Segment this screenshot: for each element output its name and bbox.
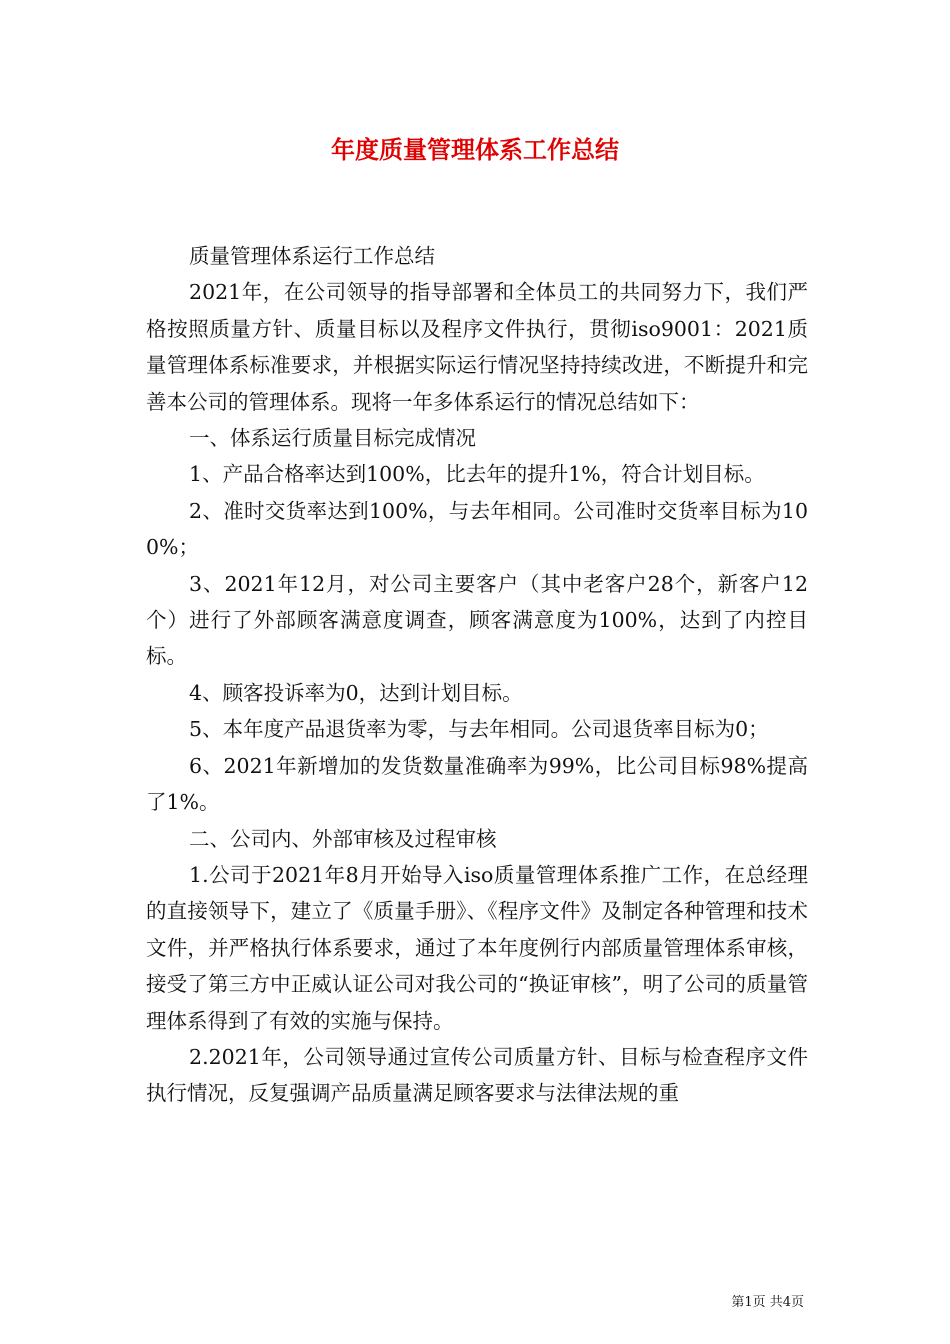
section-heading-1: 一、体系运行质量目标完成情况 bbox=[189, 426, 477, 451]
list-item: 4、顾客投诉率为0，达到计划目标。 bbox=[189, 680, 523, 705]
list-item: 1、产品合格率达到100%，比去年的提升1%，符合计划目标。 bbox=[189, 462, 765, 487]
list-item: 1.公司于2021年8月开始导入iso质量管理体系推广工作，在总经理的直接领导下，建立了《质量手册》、《程序文件》及制定各种管理和技术文件，并严格执行体系要求，通过了本年度例行内部质量管理体系审核，接受了第三方中正威认证公司对我公司的“换证审核”，明了公司的质量管理体系得到了有效的实施与保持。 bbox=[146, 862, 808, 1033]
section-subtitle: 质量管理体系运行工作总结 bbox=[189, 244, 436, 268]
page-number: 第1页 共4页 bbox=[731, 1295, 804, 1310]
list-item: 6、2021年新增加的发货数量准确率为99%，比公司目标98%提高了1%。 bbox=[146, 753, 808, 815]
section-heading-2: 二、公司内、外部审核及过程审核 bbox=[189, 826, 497, 851]
list-item: 2、准时交货率达到100%，与去年相同。公司准时交货率目标为100%； bbox=[146, 498, 808, 560]
document-title: 年度质量管理体系工作总结 bbox=[331, 136, 619, 164]
list-item: 2.2021年，公司领导通过宣传公司质量方针、目标与检查程序文件执行情况，反复强调产品质量满足顾客要求与法律法规的重 bbox=[146, 1044, 808, 1106]
list-item: 3、2021年12月，对公司主要客户（其中老客户28个，新客户12个）进行了外部顾客满意度调查，顾客满意度为100%，达到了内控目标。 bbox=[146, 571, 808, 669]
list-item: 5、本年度产品退货率为零，与去年相同。公司退货率目标为0； bbox=[189, 717, 769, 742]
intro-paragraph: 2021年，在公司领导的指导部署和全体员工的共同努力下，我们严格按照质量方针、质量目标以及程序文件执行，贯彻iso9001：2021质量管理体系标准要求，并根据实际运行情况坚持持续改进，不断提升和完善本公司的管理体系。现将一年多体系运行的情况总结如下： bbox=[146, 280, 808, 414]
document-body bbox=[146, 238, 808, 1112]
